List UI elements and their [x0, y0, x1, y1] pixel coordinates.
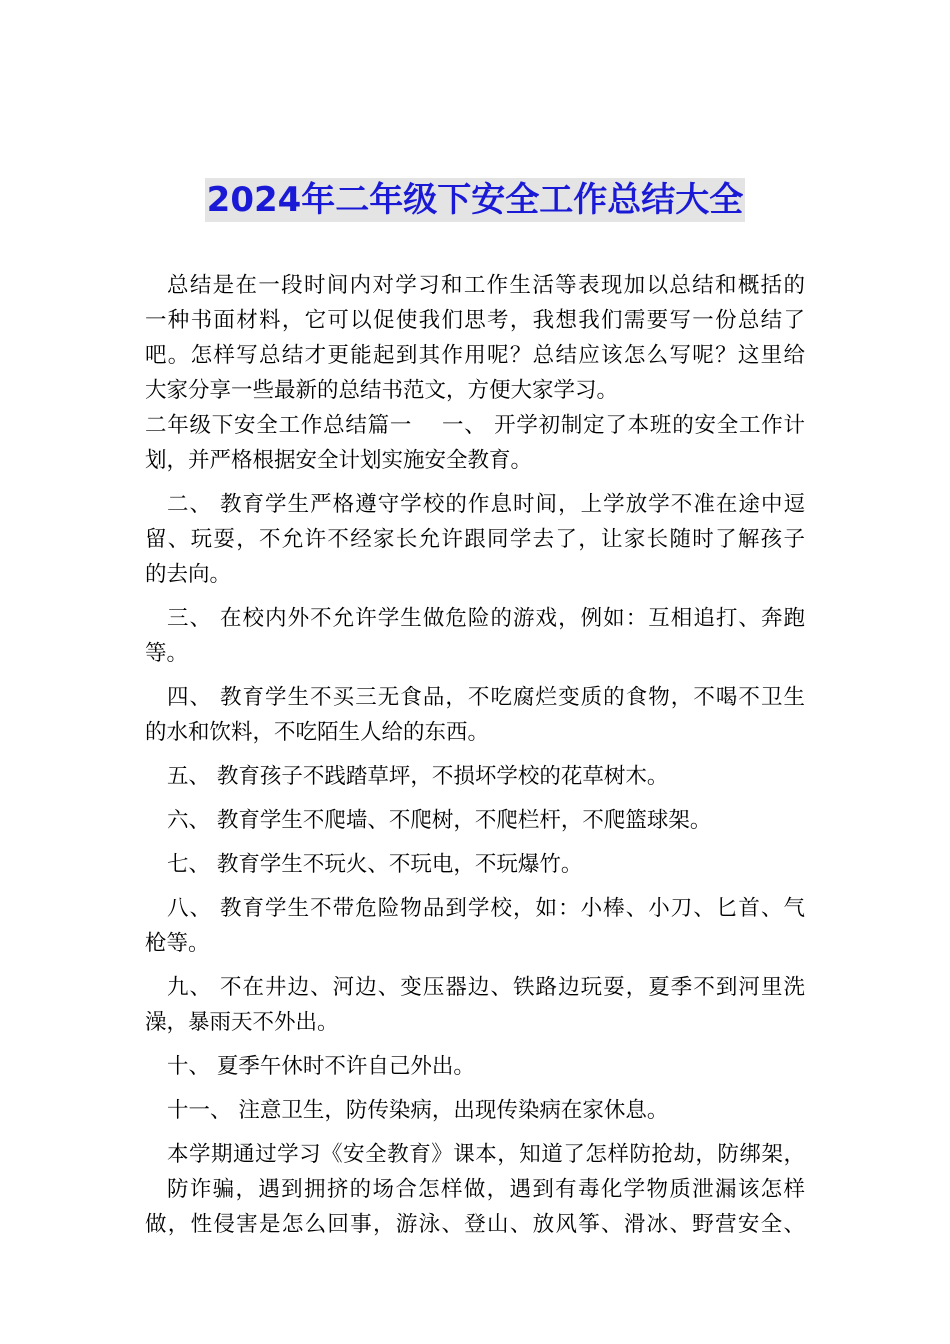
text-line: 本学期通过学习《安全教育》课本，知道了怎样防抢劫，防绑架，	[167, 1142, 805, 1167]
text-line: 枪等。	[145, 931, 210, 956]
text-line: 等。	[145, 641, 189, 666]
paragraph-item-8	[145, 891, 805, 961]
paragraph-item-4	[145, 680, 805, 750]
text-line: 做，性侵害是怎么回事，游泳、登山、放风筝、滑冰、野营安全、	[145, 1212, 805, 1237]
paragraph-item-7	[145, 847, 805, 882]
paragraph-item-9	[145, 970, 805, 1040]
text-line: 九、 不在井边、河边、变压器边、铁路边玩耍，夏季不到河里洗	[167, 975, 805, 1000]
paragraph-conclusion	[145, 1137, 805, 1242]
paragraph-item-6	[145, 803, 805, 838]
text-line: 五、 教育孩子不践踏草坪，不损坏学校的花草树木。	[167, 764, 669, 789]
paragraph-item-11	[145, 1093, 805, 1128]
title-container	[0, 178, 950, 222]
paragraph-item-5	[145, 759, 805, 794]
text-line: 十、 夏季午休时不许自己外出。	[167, 1054, 475, 1079]
text-line: 留、玩耍，不允许不经家长允许跟同学去了，让家长随时了解孩子	[145, 527, 805, 552]
text-line: 二年级下安全工作总结篇一 一、 开学初制定了本班的安全工作计	[145, 413, 805, 438]
text-line: 一种书面材料，它可以促使我们思考，我想我们需要写一份总结了	[145, 308, 805, 333]
text-line: 七、 教育学生不玩火、不玩电，不玩爆竹。	[167, 852, 583, 877]
text-line: 防诈骗，遇到拥挤的场合怎样做，遇到有毒化学物质泄漏该怎样	[167, 1177, 805, 1202]
paragraph-item-2	[145, 487, 805, 592]
text-line: 二、 教育学生严格遵守学校的作息时间，上学放学不准在途中逗	[167, 492, 805, 517]
paragraph-item-10	[145, 1049, 805, 1084]
paragraph-item-3	[145, 601, 805, 671]
text-line: 总结是在一段时间内对学习和工作生活等表现加以总结和概括的	[167, 273, 805, 298]
text-line: 澡，暴雨天不外出。	[145, 1010, 339, 1035]
document-body	[145, 268, 805, 1242]
paragraph-section-one	[145, 408, 805, 478]
text-line: 吧。怎样写总结才更能起到其作用呢？总结应该怎么写呢？这里给	[145, 343, 805, 368]
text-line: 四、 教育学生不买三无食品，不吃腐烂变质的食物，不喝不卫生	[167, 685, 805, 710]
text-line: 的去向。	[145, 562, 232, 587]
text-line: 大家分享一些最新的总结书范文，方便大家学习。	[145, 378, 619, 403]
document-title: 2024年二年级下安全工作总结大全	[206, 180, 744, 220]
text-line: 八、 教育学生不带危险物品到学校，如：小棒、小刀、匕首、气	[167, 896, 805, 921]
text-line: 的水和饮料，不吃陌生人给的东西。	[145, 720, 490, 745]
text-line: 六、 教育学生不爬墙、不爬树，不爬栏杆，不爬篮球架。	[167, 808, 712, 833]
text-line: 三、 在校内外不允许学生做危险的游戏，例如：互相追打、奔跑	[167, 606, 805, 631]
paragraph-intro	[145, 268, 805, 408]
text-line: 十一、 注意卫生，防传染病，出现传染病在家休息。	[167, 1098, 669, 1123]
text-line: 划，并严格根据安全计划实施安全教育。	[145, 448, 533, 473]
